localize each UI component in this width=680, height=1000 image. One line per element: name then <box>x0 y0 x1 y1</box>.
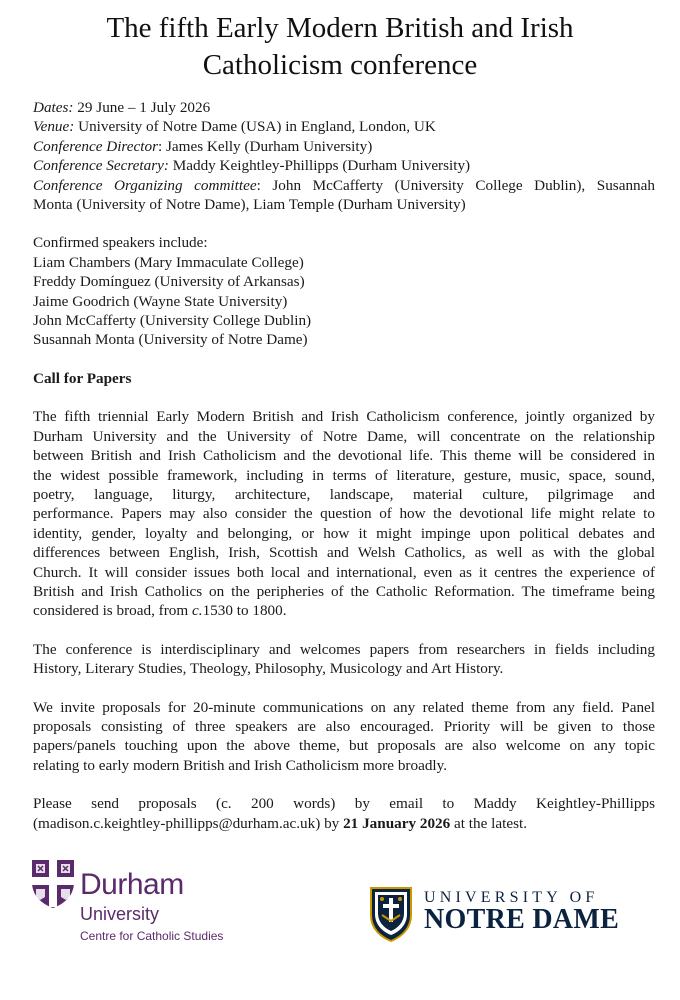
timeframe-pre: considered is broad, from <box>33 602 193 620</box>
circa-abbrev: c. <box>192 602 203 620</box>
paragraph-line: poetry, language, liturgy, architecture, landscape, material culture, pilgrimage and <box>33 485 655 503</box>
paragraph-line: British and Irish Catholics on the peripheries of the Catholic Reformation. The timeframe being <box>33 582 655 600</box>
paragraph-line: differences between English, Irish, Scottish and Welsh Catholics, as well as with the global <box>33 544 655 562</box>
dates-label: Dates: <box>33 99 74 116</box>
conference-details <box>33 98 655 214</box>
venue-label: Venue: <box>33 118 75 136</box>
paragraph-line: proposals consisting of three speakers are also encouraged. Priority will be given to those <box>33 717 655 735</box>
committee-label: Conference Organizing committee <box>33 176 257 194</box>
committee-value-1: : John McCafferty (University College Dublin), Susannah <box>256 176 655 194</box>
email-text: (madison.c.keightley-phillipps@durham.ac.uk) by <box>33 814 344 832</box>
paragraph-line: between British and Irish Catholicism and the devotional life. This theme will be considered in <box>33 447 655 465</box>
university-of-text: UNIVERSITY OF <box>424 889 599 906</box>
speakers-intro: Confirmed speakers include: <box>33 234 208 252</box>
notre-dame-shield-icon <box>368 885 414 943</box>
durham-university-logo <box>30 856 290 956</box>
speaker-item: John McCafferty (University College Dublin) <box>33 312 312 330</box>
paragraph-line: Durham University and the University of Notre Dame, will concentrate on the relationship <box>33 427 655 445</box>
paragraph-line: the widest possible framework, including in terms of literature, gesture, music, space, sound, <box>33 466 655 484</box>
paragraph-line: performance. Papers may also consider the question of how the devotional life might relate to <box>33 505 655 523</box>
speaker-item: Freddy Domínguez (University of Arkansas) <box>33 273 305 291</box>
dates-value: 29 June – 1 July 2026 <box>73 99 211 116</box>
cfp-paragraph-2 <box>33 640 655 679</box>
title-line-1: The fifth Early Modern British and Irish <box>106 12 574 44</box>
dates-row <box>33 98 655 117</box>
paragraph-line: We invite proposals for 20-minute communications on any related theme from any field. Panel <box>33 698 655 716</box>
deadline-date: 21 January 2026 <box>343 814 451 832</box>
cfp-paragraph-1 <box>33 407 655 620</box>
paragraph-line: The conference is interdisciplinary and welcomes papers from researchers in fields including <box>33 640 655 658</box>
committee-row-2: Monta (University of Notre Dame), Liam Temple (Durham University) <box>33 196 466 214</box>
paragraph-line: The fifth triennial Early Modern British and Irish Catholicism conference, jointly organized by <box>33 408 655 426</box>
committee-row <box>33 176 655 195</box>
speaker-item: Jaime Goodrich (Wayne State University) <box>33 292 288 310</box>
cfp-paragraph-4 <box>33 794 655 833</box>
secretary-label: Conference Secretary: <box>33 157 169 175</box>
speaker-item: Liam Chambers (Mary Immaculate College) <box>33 253 304 271</box>
durham-wordmark: Durham <box>80 868 184 901</box>
durham-university-word: University <box>80 904 160 924</box>
paragraph-line: relating to early modern British and Irish Catholicism more broadly. <box>33 756 448 774</box>
cfp-paragraph-3 <box>33 698 655 776</box>
paragraph-line <box>33 814 655 833</box>
venue-row <box>33 117 655 136</box>
title-line-2: Catholicism conference <box>202 49 478 81</box>
deadline-tail: at the latest. <box>450 814 528 832</box>
durham-shield-icon <box>30 858 76 910</box>
secretary-row <box>33 156 655 175</box>
director-label: Conference Director <box>33 137 158 155</box>
centre-for-catholic-studies: Centre for Catholic Studies <box>80 929 224 943</box>
notre-dame-logo <box>368 885 628 955</box>
venue-value: University of Notre Dame (USA) in England, London, UK <box>74 118 436 136</box>
paragraph-line: Church. It will consider issues both local and international, even as it centres the experience of <box>33 563 655 581</box>
paragraph-line <box>33 601 655 620</box>
flyer-body <box>33 98 655 833</box>
secretary-value: Maddy Keightley-Phillipps (Durham University) <box>168 157 471 175</box>
timeframe-post: 1530 to 1800. <box>202 602 287 620</box>
paragraph-line: History, Literary Studies, Theology, Philosophy, Musicology and Art History. <box>33 660 504 678</box>
speaker-item: Susannah Monta (University of Notre Dame) <box>33 331 308 349</box>
paragraph-line: Please send proposals (c. 200 words) by email to Maddy Keightley-Phillipps <box>33 795 655 813</box>
director-value: : James Kelly (Durham University) <box>157 137 373 155</box>
director-row <box>33 137 655 156</box>
paragraph-line: papers/panels touching upon the above theme, but proposals are also welcome on any topic <box>33 737 655 755</box>
paragraph-line: identity, gender, loyalty and belonging, or how it might impinge upon political debates and <box>33 524 655 542</box>
speakers-section <box>33 233 655 349</box>
call-for-papers-heading: Call for Papers <box>33 369 132 387</box>
conference-title <box>30 10 650 84</box>
notre-dame-wordmark: NOTRE DAME <box>424 904 620 935</box>
